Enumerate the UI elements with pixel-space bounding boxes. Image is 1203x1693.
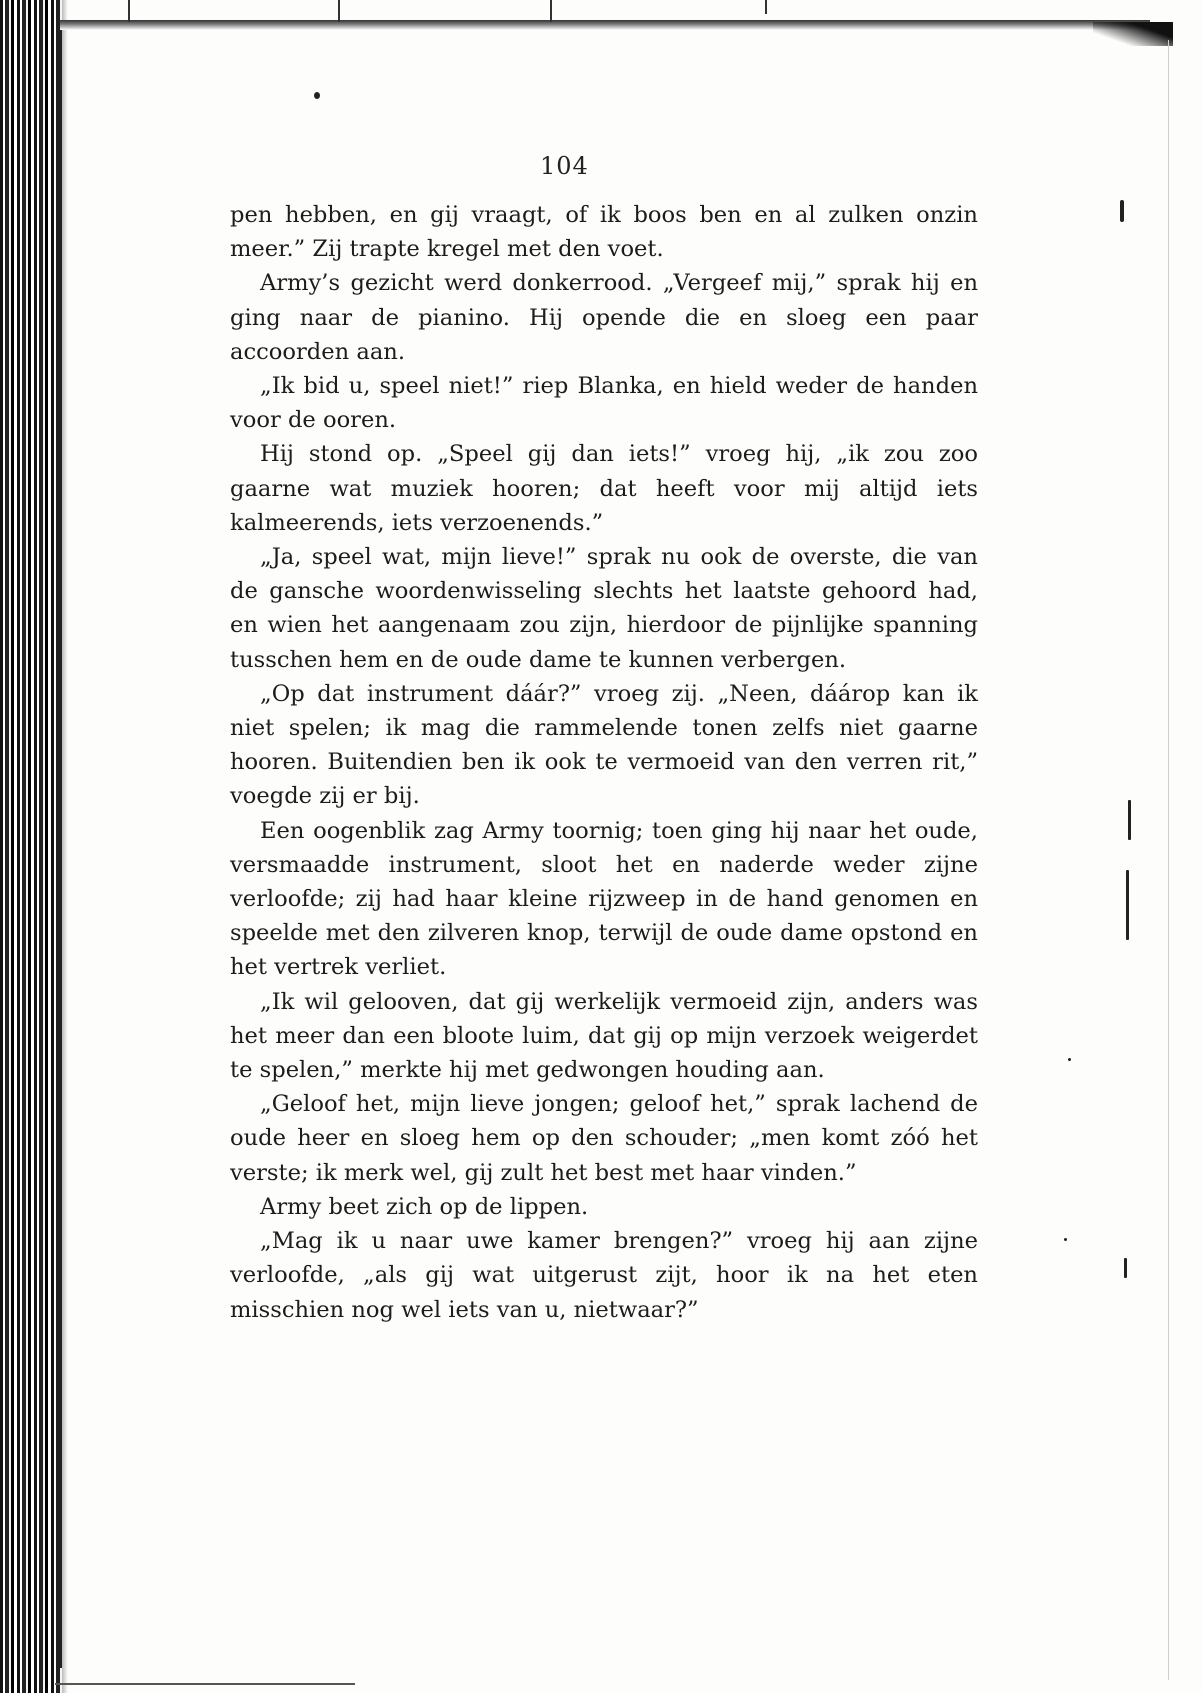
paragraph: Hij stond op. „Speel gij dan iets!” vroeg hij, „ik zou zoo gaarne wat muziek hooren; dat heeft voor mij altijd iets kalmeerends, iets verzoenends.” (230, 441, 978, 536)
ink-speck (1126, 870, 1129, 940)
ink-speck (314, 92, 320, 99)
paragraph: Army’s gezicht werd donkerrood. „Vergeef mij,” sprak hij en ging naar de pianino. Hij opende die en sloeg een paar accoorden aan. (230, 270, 978, 365)
ink-speck (1124, 1258, 1127, 1278)
top-tick-mark (338, 0, 340, 22)
paragraph: „Ja, speel wat, mijn lieve!” sprak nu ook de overste, die van de gansche woordenwisseling slechts het laatste gehoord had, en wien het aangenaam zou zijn, hierdoor de pijnlijke spanning tusschen hem en de oude dame te kunnen verbergen. (230, 544, 978, 673)
ink-speck (1068, 1058, 1071, 1061)
page-number: 104 (540, 152, 589, 180)
top-tick-mark (128, 0, 130, 22)
ink-speck (1128, 800, 1131, 840)
paragraph: Een oogenblik zag Army toornig; toen ging hij naar het oude, versmaadde instrument, sloot het en naderde weder zijne verloofde; zij had haar kleine rijzweep in de hand genomen en speelde met den zilveren knop, terwijl de oude dame opstond en het vertrek verliet. (230, 817, 978, 981)
top-right-corner-shadow (1093, 22, 1173, 46)
paragraph: „Geloof het, mijn lieve jongen; geloof het,” sprak lachend de oude heer en sloeg hem op den schouder; „men komt zóó het verste; ik merk wel, gij zult het best met haar vinden.” (230, 1091, 978, 1186)
top-tick-mark (765, 0, 767, 14)
top-tick-mark (550, 0, 552, 22)
ink-speck (1064, 1238, 1067, 1241)
binding-fade (62, 0, 68, 1693)
paragraph: Army beet zich op de lippen. (260, 1193, 589, 1220)
paragraph: pen hebben, en gij vraagt, of ik boos ben en al zulken onzin meer.” Zij trapte kregel met den voet. (230, 202, 978, 263)
paragraph: „Ik bid u, speel niet!” riep Blanka, en hield weder de handen voor de ooren. (230, 373, 978, 434)
paragraph: „Op dat instrument dáár?” vroeg zij. „Neen, dáárop kan ik niet spelen; ik mag die rammelende tonen zelfs niet gaarne hooren. Buitendien ben ik ook te vermoeid van den verren rit,” voegde zij er bij. (230, 680, 978, 810)
paragraph: „Mag ik u naar uwe kamer brengen?” vroeg hij aan zijne verloofde, „als gij wat uitgerust zijt, hoor ik na het eten misschien nog wel iets van u, nietwaar?” (230, 1228, 978, 1323)
paragraph: „Ik wil gelooven, dat gij werkelijk vermoeid zijn, anders was het meer dan een bloote luim, dat gij op mijn verzoek weigerdet te spelen,” merkte hij met gedwongen houding aan. (230, 988, 978, 1084)
right-margin-rule (1168, 40, 1169, 1680)
ink-speck (1120, 200, 1124, 222)
body-text (230, 198, 978, 1327)
top-page-edge (60, 20, 1150, 30)
bottom-page-edge (55, 1683, 355, 1685)
